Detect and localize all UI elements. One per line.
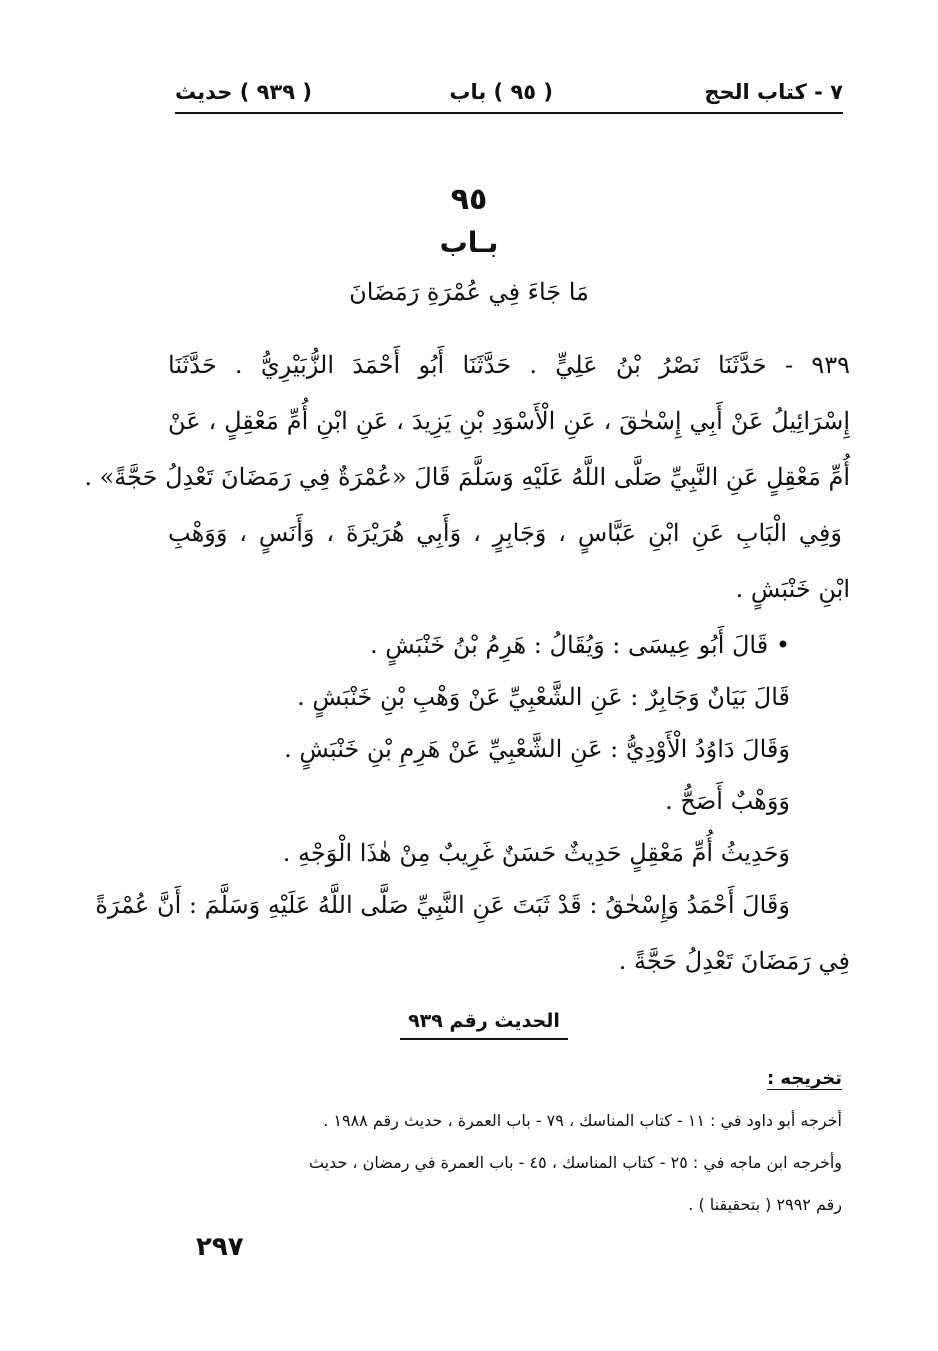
takhrij-label: تخريجه : [766, 1068, 842, 1089]
takhrij-notes [168, 1068, 842, 1228]
running-header [175, 78, 843, 114]
takhrij-line: وأخرجه ابن ماجه في : ٢٥ - كتاب المناسك ، ٤٥ - باب العمرة في رمضان ، حديث [308, 1153, 842, 1172]
header-hadith-number: ( ٩٣٩ ) حديث [175, 80, 312, 104]
text-line: ٩٣٩ - حَدَّثَنَا نَصْرُ بْنُ عَلِيٍّ . حَدَّثَنَا أَبُو أَحْمَدَ الزُّبَيْرِيُّ . حَدَّثَنَا [168, 351, 850, 379]
header-book-title: ٧ - كتاب الحج [704, 80, 843, 104]
text-line: وَقَالَ أَحْمَدُ وَإِسْحٰقُ : قَدْ ثَبَتَ عَنِ النَّبِيِّ صَلَّى اللَّهُ عَلَيْهِ وَسَلَّمَ : أَنَّ عُمْرَةً [95, 891, 790, 919]
text-line: وَفِي الْبَابِ عَنِ ابْنِ عَبَّاسٍ ، وَجَابِرٍ ، وَأَبِي هُرَيْرَةَ ، وَأَنَسٍ ، وَوَهْبِ [168, 519, 842, 547]
text-line: إِسْرَائِيلُ عَنْ أَبِي إِسْحٰقَ ، عَنِ الْأَسْوَدِ بْنِ يَزِيدَ ، عَنِ ابْنِ أُمِّ مَعْقِلٍ ، عَنْ [168, 407, 851, 435]
header-bab-number: ( ٩٥ ) باب [449, 80, 553, 104]
chapter-title: مَا جَاءَ فِي عُمْرَةِ رَمَضَانَ [349, 278, 589, 306]
chapter-number: ٩٥ [450, 182, 488, 217]
text-line: قَالَ بَيَانٌ وَجَابِرٌ : عَنِ الشَّعْبِيِّ عَنْ وَهْبِ بْنِ خَنْبَشٍ . [297, 683, 790, 711]
section-heading: الحديث رقم ٩٣٩ [400, 1010, 568, 1040]
text-line: وَقَالَ دَاوُدُ الْأَوْدِيُّ : عَنِ الشَّعْبِيِّ عَنْ هَرِمِ بْنِ خَنْبَشٍ . [284, 735, 790, 763]
text-line: أُمِّ مَعْقِلٍ عَنِ النَّبِيِّ صَلَّى اللَّهُ عَلَيْهِ وَسَلَّمَ قَالَ «عُمْرَةٌ فِي رَمَضَانَ تَعْدِلُ حَجَّةً» . [84, 463, 850, 491]
text-line: وَوَهْبٌ أَصَحُّ . [665, 787, 790, 815]
takhrij-line: أخرجه أبو داود في : ١١ - كتاب المناسك ، ٧٩ - باب العمرة ، حديث رقم ١٩٨٨ . [323, 1111, 842, 1130]
hadith-text [84, 340, 851, 992]
page-number: ٢٩٧ [196, 1232, 244, 1262]
chapter-label: بـاب [439, 226, 499, 259]
text-line: ابْنِ خَنْبَشٍ . [735, 575, 850, 603]
text-line: • قَالَ أَبُو عِيسَى : وَيُقَالُ : هَرِمُ بْنُ خَنْبَشٍ . [370, 631, 790, 659]
takhrij-line: رقم ٢٩٩٢ ( بتحقيقنا ) . [688, 1195, 842, 1214]
header-rule [175, 112, 843, 114]
text-line: وَحَدِيثُ أُمِّ مَعْقِلٍ حَدِيثٌ حَسَنٌ غَرِيبٌ مِنْ هٰذَا الْوَجْهِ . [282, 839, 790, 867]
text-line: فِي رَمَضَانَ تَعْدِلُ حَجَّةً . [618, 947, 850, 975]
